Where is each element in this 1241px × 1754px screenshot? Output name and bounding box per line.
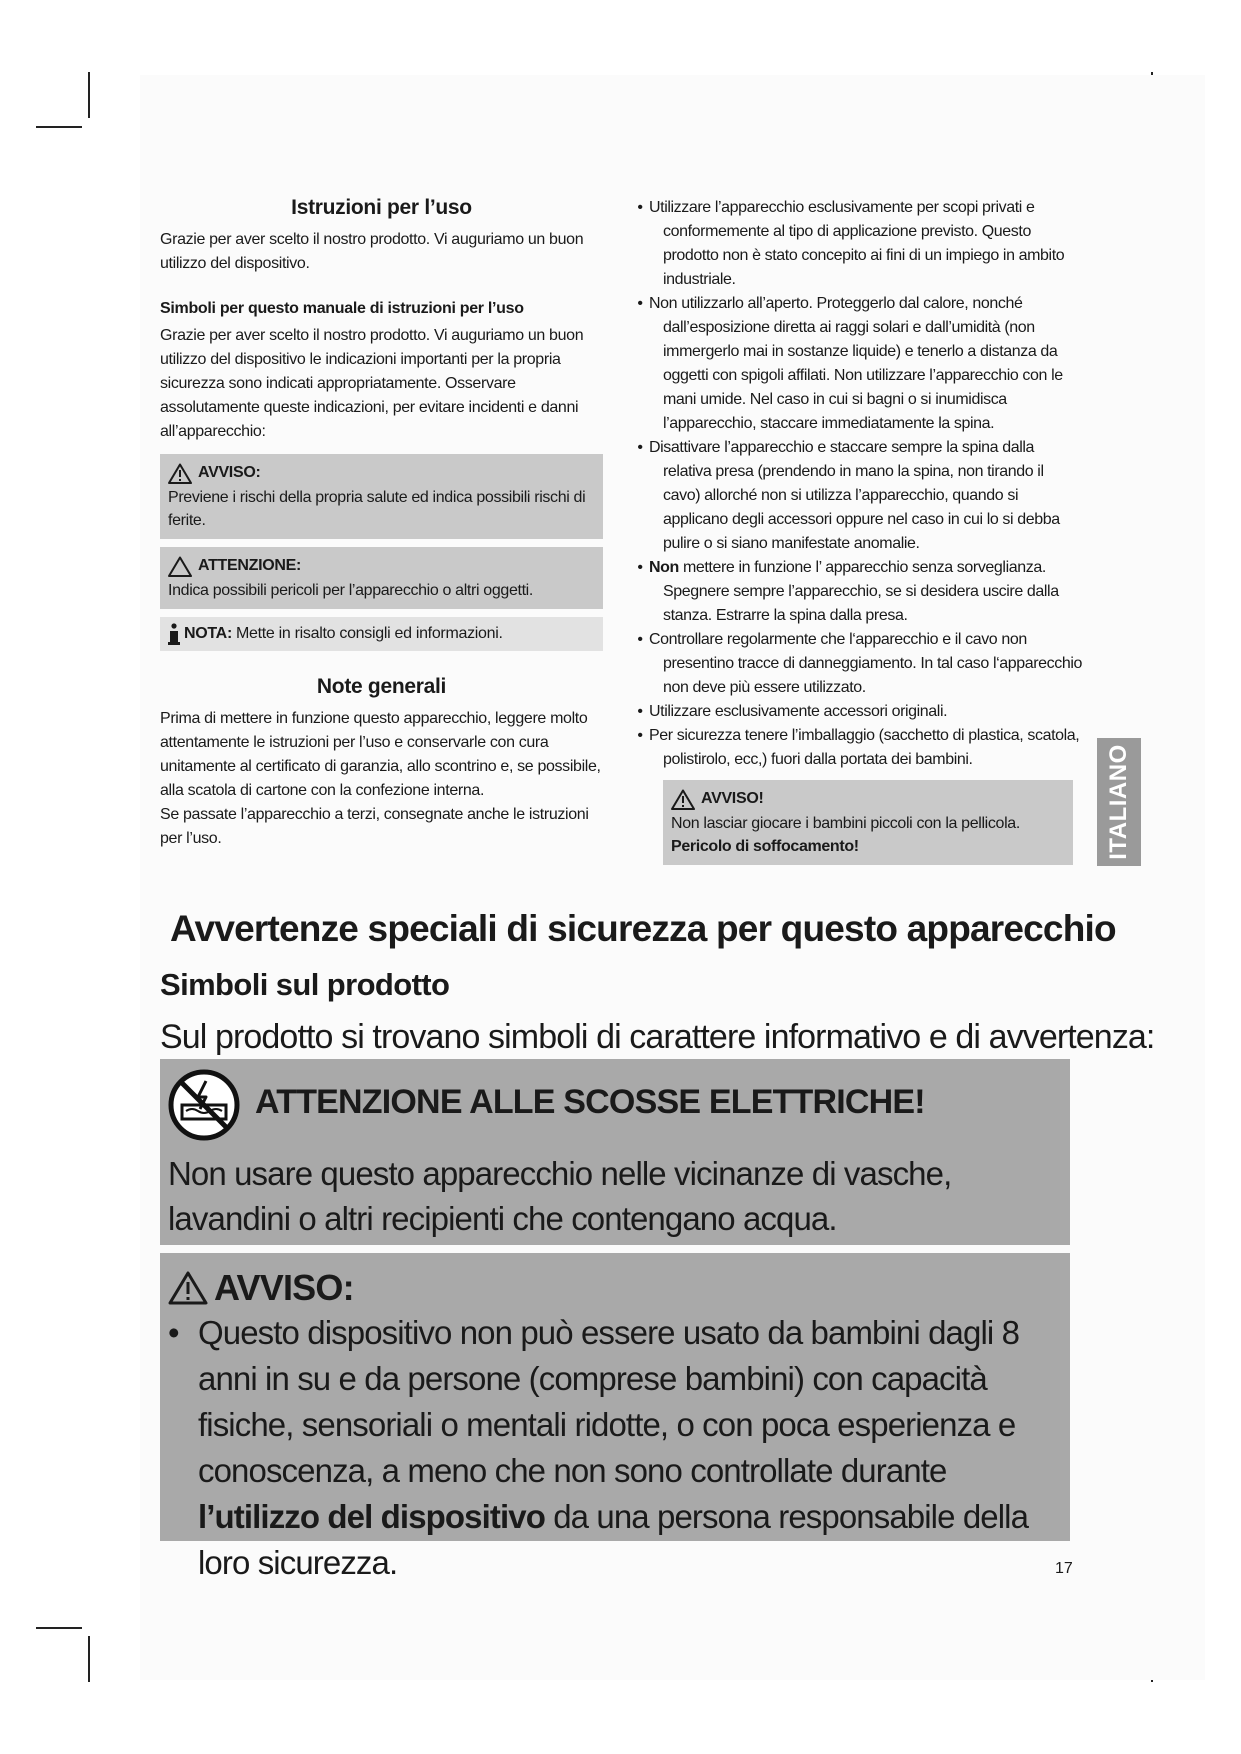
- attenzione-label: ATTENZIONE:: [198, 557, 302, 574]
- electric-shock-title: ATTENZIONE ALLE SCOSSE ELETTRICHE!: [255, 1083, 925, 1121]
- language-tab: [1097, 738, 1141, 866]
- warning-triangle-icon: [671, 789, 695, 810]
- caution-triangle-icon: [168, 556, 192, 577]
- instructions-title: Istruzioni per l’uso: [291, 196, 472, 219]
- list-item: • Disattivare l’apparecchio e staccare sempre la spina dalla relativa presa (prendendo in mano la spina, non tirando il cavo) allorché non si utilizza l’apparecchio, quando si applicano degli accessori oppure nel caso in cui lo si debba pulire o si siano manifestate anomalie.: [637, 439, 1060, 552]
- safety-list: [633, 196, 1083, 772]
- list-item: • Non utilizzarlo all’aperto. Proteggerlo dal calore, nonché dall’esposizione diretta ai raggi solari e dall’umidità (non immergerlo mai in sostanze liquide) e tenerlo a distanza da oggetti con spigoli affilati. Non utilizzare l’apparecchio con le mani umide. Nel caso in cui si bagni o si inumidisca l’apparecchio, staccare immediatamente la spina.: [637, 295, 1063, 432]
- warning-triangle-icon: [168, 1271, 208, 1305]
- avviso-children-heading: [671, 786, 1065, 812]
- nota-line: [168, 621, 595, 647]
- avviso-children-label: AVVISO!: [701, 790, 764, 807]
- avviso-children-text: Non lasciar giocare i bambini piccoli con la pellicola.: [671, 815, 1020, 832]
- crop-mark: [88, 72, 90, 118]
- nota-text: Mette in risalto consigli ed informazioni.: [235, 625, 503, 642]
- avviso-children-bold: Pericolo di soffocamento!: [671, 838, 859, 855]
- electric-shock-box: [160, 1059, 1070, 1245]
- general-notes-text-2: Se passate l’apparecchio a terzi, consegnate anche le istruzioni per l’uso.: [160, 806, 589, 847]
- attenzione-heading: [168, 553, 595, 579]
- avviso-label: AVVISO:: [198, 464, 261, 481]
- symbols-heading: Simboli per questo manuale di istruzioni per l’uso: [160, 300, 524, 317]
- crop-mark: [88, 1636, 90, 1682]
- list-item: • Controllare regolarmente che l‘apparecchio e il cavo non presentino tracce di danneggiamento. In tal caso l‘apparecchio non deve più essere utilizzato.: [637, 631, 1083, 696]
- info-icon: [168, 623, 180, 645]
- product-symbols-intro: Sul prodotto si trovano simboli di carattere informativo e di avvertenza:: [160, 1018, 1155, 1056]
- left-column: [160, 196, 603, 851]
- avviso-text: Previene i rischi della propria salute ed indica possibili rischi di ferite.: [168, 489, 586, 529]
- right-column: [633, 196, 1083, 865]
- attenzione-text: Indica possibili pericoli per l’apparecchio o altri oggetti.: [168, 582, 533, 599]
- instructions-intro: Grazie per aver scelto il nostro prodotto. Vi auguriamo un buon utilizzo del dispositivo.: [160, 231, 584, 272]
- list-item: • Utilizzare esclusivamente accessori originali.: [637, 703, 948, 720]
- general-notes-title: Note generali: [316, 675, 447, 698]
- no-water-electric-shock-icon: [166, 1067, 242, 1143]
- crop-mark: [36, 1627, 82, 1629]
- avviso-large-text: • Questo dispositivo non può essere usato da bambini dagli 8 anni in su e da persone (comprese bambini) con capacità fisiche, sensoriali o mentali ridotte, o con poca esperienza e conoscenza, a meno che non sono controllate durante l’utilizzo del dispositivo da una persona responsabile della loro sicurezza.: [168, 1314, 1029, 1581]
- list-item: • Non mettere in funzione l’ apparecchio senza sorveglianza. Spegnere sempre l’apparecchio, se si desidera uscire dalla stanza. Estrarre la spina dalla presa.: [637, 559, 1059, 624]
- warning-triangle-icon: [168, 463, 192, 484]
- nota-label: NOTA:: [184, 625, 232, 642]
- avviso-children-box: [663, 780, 1073, 865]
- avviso-large-label: AVVISO:: [214, 1267, 354, 1308]
- symbols-text: Grazie per aver scelto il nostro prodotto. Vi auguriamo un buon utilizzo del dispositivo le indicazioni importanti per la propria sicurezza sono indicati appropriatamente. Osservare assolutamente queste indicazioni, per evitare incidenti e danni all’apparecchio:: [160, 327, 584, 440]
- general-notes-text: Prima di mettere in funzione questo apparecchio, leggere molto attentamente le istruzioni per l’uso e conservarle con cura unitamente al certificato di garanzia, allo scontrino e, se possibile, alla scatola di cartone con la confezione interna.: [160, 710, 601, 799]
- electric-shock-text: Non usare questo apparecchio nelle vicinanze di vasche, lavandini o altri recipienti che contengano acqua.: [168, 1155, 952, 1237]
- avviso-box: [160, 454, 603, 539]
- nota-box: [160, 617, 603, 651]
- list-item: • Per sicurezza tenere l’imballaggio (sacchetto di plastica, scatola, polistirolo, ecc,) fuori dalla portata dei bambini.: [637, 727, 1080, 768]
- page-number: 17: [1055, 1560, 1073, 1577]
- special-warnings-title: Avvertenze speciali di sicurezza per questo apparecchio: [170, 908, 1116, 949]
- crop-mark: [36, 126, 82, 128]
- product-symbols-subtitle: Simboli sul prodotto: [160, 967, 450, 1002]
- list-item: • Utilizzare l’apparecchio esclusivamente per scopi privati e conformemente al tipo di applicazione previsto. Questo prodotto non è stato concepito ai fini di un impiego in ambito industriale.: [637, 199, 1065, 288]
- avviso-heading: [168, 460, 595, 486]
- avviso-large-heading: [168, 1267, 354, 1309]
- language-tab-label: ITALIANO: [1105, 744, 1133, 860]
- attenzione-box: [160, 547, 603, 609]
